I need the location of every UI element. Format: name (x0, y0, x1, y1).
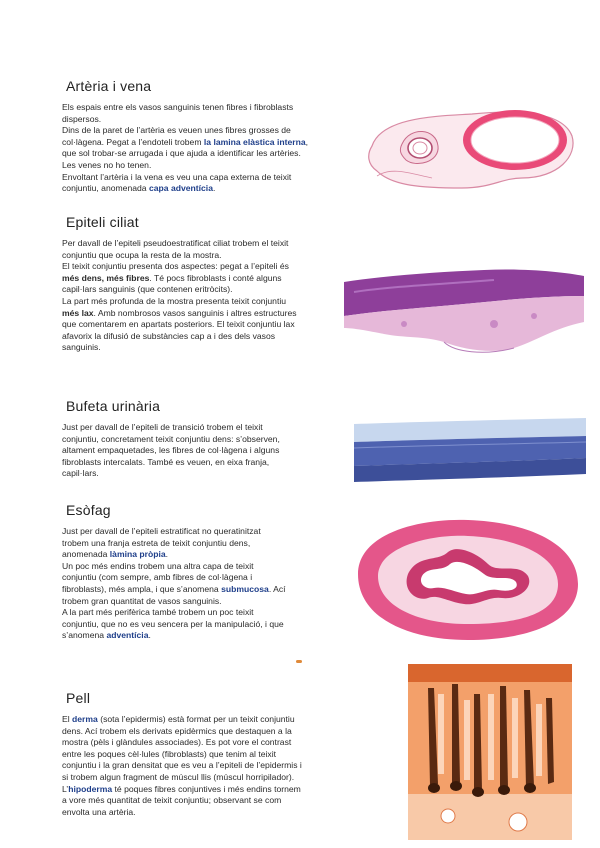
text-segment: Per davall de l’epiteli pseudoestratificat ciliat trobem el teixit (62, 238, 289, 248)
text-segment: Just per davall de l’epiteli de transició trobem el teixit (62, 422, 263, 432)
text-line (62, 238, 352, 250)
text-segment: dispersos. (62, 113, 102, 124)
section-arteria-vena (62, 78, 362, 195)
text-segment: . (165, 549, 169, 560)
section-body (62, 422, 362, 480)
section-esofag (62, 502, 362, 642)
section-epiteli-ciliat (62, 214, 352, 354)
text-line (62, 538, 362, 550)
section-pell (62, 690, 372, 818)
text-line (62, 434, 362, 446)
text-segment: . Ací (268, 583, 286, 594)
text-line (62, 183, 362, 195)
text-line (62, 561, 362, 573)
text-segment: a vore més quantitat de teixit conjuntiu; observant se com (62, 795, 282, 806)
text-line (62, 714, 372, 726)
text-segment: L’ (62, 783, 69, 794)
text-segment: trobem gran quantitat de vasos sanguinis. (62, 595, 222, 606)
text-line (62, 172, 362, 184)
text-segment: fibroblasts), més ampla, i que s’anomena (62, 583, 222, 594)
text-line (62, 308, 352, 320)
highlighted-term: la lamina elàstica interna (203, 136, 306, 147)
text-segment: fibroblasts intercalats. També es veuen, en eixa franja, (62, 456, 270, 467)
text-segment: trobem una franja estreta de teixit conjuntiu dens, (62, 537, 251, 548)
text-line (62, 784, 372, 796)
text-segment: anomenada (62, 549, 110, 560)
text-segment: Just per davall de l’epiteli estratificat no queratinitzat (62, 526, 261, 536)
highlighted-term: derma (72, 714, 98, 724)
text-line (62, 737, 372, 749)
text-segment: afavorix la difusió de substàncies cap a i des dels vasos (62, 330, 276, 341)
text-segment: si trobem algun fragment de múscul llis (múscul horripilador). (62, 771, 295, 782)
bold-text: més dens, més fibres (62, 272, 150, 283)
text-line (62, 284, 352, 296)
section-title: Pell (66, 690, 91, 706)
highlighted-term: capa adventícia (148, 183, 213, 194)
text-line (62, 125, 362, 137)
text-line (62, 445, 362, 457)
section-body (62, 714, 372, 818)
skin-micrograph (408, 664, 572, 840)
text-line (62, 331, 352, 343)
text-segment: altament empaquetades, les fibres de col·làgena i alguns (62, 445, 280, 456)
text-segment: El (62, 714, 73, 724)
text-line (62, 250, 352, 262)
text-segment: entre les poques cèl·lules (fibroblasts) que tenim al teixit (62, 748, 276, 759)
text-line (62, 584, 362, 596)
section-body (62, 102, 362, 195)
text-segment: dens. Ací trobem els derivats epidèrmics que destaquen a la (62, 725, 292, 736)
text-line (62, 630, 362, 642)
section-bufeta-urinaria (62, 398, 362, 480)
text-segment: A la part més perifèrica també trobem un poc teixit (62, 607, 254, 618)
decorative-dot (296, 660, 302, 663)
text-segment: mostra (pèls i glàndules associades). Es pot vore el contrast (62, 737, 292, 748)
text-segment: capil·lars sanguinis (que contenen eritròcits). (62, 284, 233, 295)
text-line (62, 296, 352, 308)
highlighted-term: adventícia (106, 630, 149, 641)
text-segment: conjuntiu i la gran densitat que es veu a l’epiteli de l’epidermis i (62, 760, 302, 771)
highlighted-term: hipoderma (68, 783, 113, 794)
text-line (62, 749, 372, 761)
text-segment: Dins de la paret de l’artèria es veuen unes fibres grosses de (62, 125, 291, 136)
text-segment: . (148, 630, 151, 641)
text-segment: El teixit conjuntiu presenta dos aspectes: pegat a l’epiteli és (62, 261, 289, 272)
text-segment: que sol trobar-se arrugada i que ajuda a identificar les artèries. (62, 148, 301, 159)
text-line (62, 319, 352, 331)
text-segment: . Té pocs fibroblasts i conté alguns (149, 272, 282, 283)
text-segment: (sota l’epidermis) està format per un teixit conjuntiu (97, 714, 295, 724)
highlighted-term: submucosa (221, 583, 269, 594)
text-line (62, 596, 362, 608)
text-segment: conjuntiu, concretament teixit conjuntiu dens: s’observen, (62, 433, 280, 444)
text-line (62, 726, 372, 738)
text-segment: conjuntiu que ocupa la resta de la mostra. (62, 249, 222, 260)
text-segment: Els espais entre els vasos sanguinis tenen fibres i fibroblasts (62, 102, 294, 112)
text-segment: té poques fibres conjuntives i més endins tornem (112, 783, 301, 794)
text-line (62, 422, 362, 434)
text-line (62, 114, 362, 126)
text-line (62, 468, 362, 480)
text-segment: conjuntiu, anomenada (62, 183, 149, 194)
text-segment: . (212, 183, 216, 194)
urinary-bladder-micrograph (354, 418, 586, 482)
text-segment: , (305, 136, 309, 147)
text-segment: Un poc més endins trobem una altra capa de teixit (62, 560, 254, 571)
text-line (62, 572, 362, 584)
esophagus-micrograph (338, 514, 588, 644)
ciliated-epithelium-micrograph (344, 262, 584, 358)
text-segment: que comentarem en apartats posteriors. El teixit conjuntiu lax (62, 319, 295, 330)
text-segment: sanguinis. (62, 342, 101, 353)
text-line (62, 148, 362, 160)
text-segment: envolta una artèria. (62, 806, 136, 817)
section-body (62, 526, 362, 642)
text-line (62, 137, 362, 149)
section-title: Artèria i vena (66, 78, 152, 94)
section-body (62, 238, 352, 354)
text-line (62, 760, 372, 772)
section-title: Esòfag (66, 502, 111, 518)
text-segment: Les venes no ho tenen. (62, 159, 152, 170)
text-line (62, 102, 362, 114)
text-line (62, 261, 352, 273)
text-segment: La part més profunda de la mostra presenta teixit conjuntiu (62, 295, 287, 306)
highlighted-term: làmina pròpia (109, 549, 166, 560)
bold-text: més lax (62, 307, 94, 318)
text-segment: Envoltant l’artèria i la vena es veu una capa externa de teixit (62, 171, 292, 182)
text-segment: s’anomena (62, 630, 107, 641)
text-line (62, 160, 362, 172)
section-title: Epiteli ciliat (66, 214, 139, 230)
text-line (62, 619, 362, 631)
text-line (62, 342, 352, 354)
text-segment: conjuntiu, que no es veu sencera per la manipulació, i que (62, 618, 284, 629)
text-segment: col·làgena. Pegat a l’endoteli trobem (62, 136, 204, 147)
artery-vein-micrograph (352, 96, 580, 196)
text-line (62, 549, 362, 561)
text-line (62, 273, 352, 285)
section-title: Bufeta urinària (66, 398, 161, 414)
text-line (62, 772, 372, 784)
text-segment: capil·lars. (62, 468, 99, 479)
text-line (62, 457, 362, 469)
text-line (62, 526, 362, 538)
text-segment: conjuntiu (com sempre, amb fibres de col·làgena i (62, 572, 253, 583)
text-line (62, 795, 372, 807)
text-segment: . Amb nombrosos vasos sanguinis i altres estructures (93, 307, 297, 318)
text-line (62, 807, 372, 819)
text-line (62, 607, 362, 619)
